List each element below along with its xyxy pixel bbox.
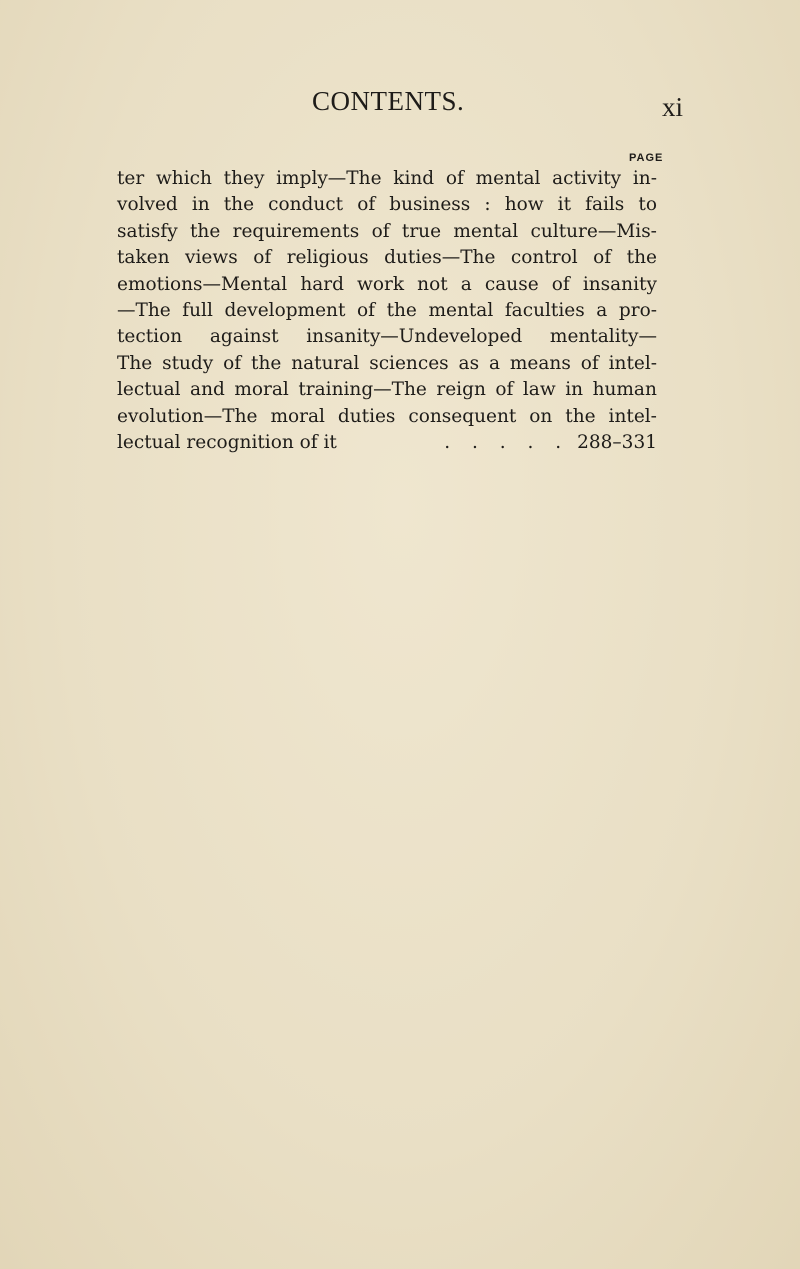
word: of	[356, 299, 375, 321]
word: ter	[117, 168, 145, 189]
word: in-	[632, 168, 657, 189]
word: of	[551, 273, 570, 295]
page-column-label: PAGE	[629, 152, 664, 164]
word: faculties	[504, 299, 585, 321]
word: tection	[117, 326, 183, 348]
word: lectual	[117, 379, 181, 401]
word: development	[224, 299, 346, 321]
word: the	[190, 220, 221, 242]
page-number: xi	[662, 92, 684, 122]
entry-line	[117, 245, 657, 271]
word: not	[417, 273, 448, 295]
running-head: CONTENTS.	[312, 86, 465, 116]
word: imply—The	[276, 168, 382, 189]
word: taken	[117, 247, 170, 269]
word: and	[190, 379, 225, 401]
word: hard	[300, 273, 344, 295]
word: means	[509, 352, 571, 374]
word: :	[484, 194, 491, 216]
word: duties	[337, 405, 396, 427]
word: work	[357, 273, 405, 295]
word: which	[155, 168, 212, 189]
word: duties—The	[384, 247, 496, 269]
word: insanity	[582, 273, 657, 295]
word: study	[162, 352, 214, 374]
word: control	[510, 247, 578, 269]
entry-last-line-text: lectual recognition of it	[117, 431, 337, 453]
word: moral	[234, 379, 289, 401]
word: the	[223, 194, 255, 216]
entry-line	[117, 351, 657, 377]
word: it	[557, 194, 572, 216]
entry-line	[117, 272, 657, 298]
word: of	[593, 247, 612, 269]
word: how	[504, 194, 544, 216]
word: a	[488, 352, 500, 374]
word: the	[251, 352, 282, 374]
word: of	[357, 194, 376, 216]
word: requirements	[232, 220, 360, 242]
word: mental	[475, 168, 541, 189]
word: kind	[393, 168, 435, 189]
word: law	[522, 379, 556, 401]
word: in	[565, 379, 584, 401]
word: of	[495, 379, 514, 401]
entry-line	[117, 324, 657, 350]
word: evolution—The	[117, 405, 258, 427]
word: mental	[453, 220, 519, 242]
word: training—The	[298, 379, 427, 401]
word: culture—Mis-	[530, 220, 657, 242]
word: conduct	[268, 194, 344, 216]
word: a	[460, 273, 472, 295]
word: a	[596, 299, 608, 321]
word: against	[209, 326, 279, 348]
word: sciences	[369, 352, 449, 374]
word: consequent	[408, 405, 517, 427]
word: —The	[117, 299, 171, 321]
word: of	[253, 247, 272, 269]
word: of	[371, 220, 390, 242]
word: moral	[270, 405, 325, 427]
word: fails	[585, 194, 625, 216]
word: business	[389, 194, 471, 216]
word: intel-	[608, 352, 657, 374]
dot-leader: . . . . .	[444, 431, 570, 453]
word: insanity—Undeveloped	[306, 326, 523, 348]
word: satisfy	[117, 220, 178, 242]
word: human	[592, 379, 657, 401]
word: true	[401, 220, 442, 242]
word: on	[529, 405, 553, 427]
word: cause	[484, 273, 539, 295]
word: of	[445, 168, 464, 189]
word: the	[565, 405, 596, 427]
word: natural	[291, 352, 360, 374]
word: pro-	[618, 299, 657, 321]
page-range: 288–331	[577, 431, 657, 453]
word: mental	[428, 299, 494, 321]
entry-line	[117, 219, 657, 245]
word: of	[223, 352, 242, 374]
word: reign	[436, 379, 486, 401]
word: emotions—Mental	[117, 273, 288, 295]
word: to	[638, 194, 657, 216]
contents-entry	[117, 166, 657, 456]
entry-line	[117, 166, 657, 192]
entry-line	[117, 404, 657, 430]
entry-line	[117, 377, 657, 403]
word: views	[185, 247, 238, 269]
word: they	[223, 168, 265, 189]
entry-last-line	[117, 430, 657, 456]
word: of	[580, 352, 599, 374]
word: the	[626, 247, 657, 269]
entry-line	[117, 192, 657, 218]
word: full	[182, 299, 213, 321]
word: activity	[552, 168, 622, 189]
word: intel-	[608, 405, 657, 427]
word: volved	[117, 194, 178, 216]
word: religious	[286, 247, 369, 269]
word: the	[386, 299, 417, 321]
word: in	[191, 194, 210, 216]
word: as	[458, 352, 480, 374]
entry-line	[117, 298, 657, 324]
word: mentality—	[549, 326, 657, 348]
word: The	[117, 352, 153, 374]
